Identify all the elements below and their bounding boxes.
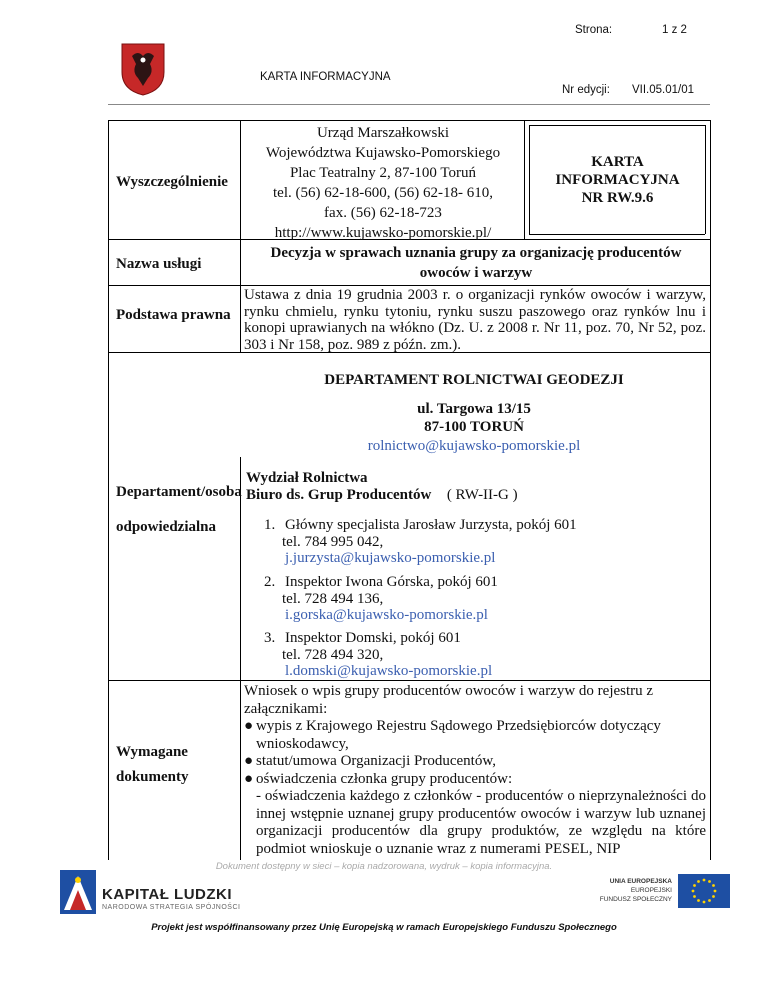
contact-person — [264, 517, 577, 567]
edition-value: VII.05.01/01 — [632, 84, 695, 96]
office-address — [242, 123, 524, 243]
kapital-ludzki-title: KAPITAŁ LUDZKI — [102, 886, 233, 903]
wydzial-name: Wydział Rolnictwa — [246, 470, 368, 486]
service-name: Decyzja w sprawach uznania grupy za organizację producentów owoców i warzyw — [270, 245, 682, 281]
list-number: 3. — [264, 630, 276, 646]
row-label-podstawa-prawna: Podstawa prawna — [116, 307, 231, 323]
office-line: Województwa Kujawsko-Pomorskiego — [265, 145, 501, 161]
eu-line: EUROPEJSKI — [630, 887, 672, 894]
header-divider — [108, 104, 710, 105]
bullet-icon: ● — [244, 718, 254, 734]
office-line: Plac Teatralny 2, 87-100 Toruń — [289, 165, 477, 181]
page-label: Strona: — [575, 24, 613, 36]
person-email-link[interactable]: j.jurzysta@kujawsko-pomorskie.pl — [285, 550, 496, 566]
list-item: ● statut/umowa Organizacji Producentów, — [244, 753, 496, 769]
list-number: 2. — [264, 574, 276, 590]
department-address — [244, 400, 704, 436]
declaration-subitem: - oświadczenia każdego z członków - producentów o nieprzynależności do innej wstępnie uznanej grupy producentów owoców i warzyw lub uznanej organizacji producentów dla grupy produktów, ze względu na które podmiot wnioskuje o uznanie wraz z numerami PESEL, NIP — [256, 788, 706, 857]
office-line: Urząd Marszałkowski — [316, 125, 450, 141]
page-value: 1 z 2 — [662, 24, 687, 36]
person-phone: tel. 728 494 320, — [282, 646, 384, 663]
eu-line: UNIA EUROPEJSKA — [609, 878, 672, 885]
office-line: fax. (56) 62-18-723 — [324, 205, 442, 221]
biuro-name: Biuro ds. Grup Producentów — [246, 487, 432, 503]
coat-of-arms-logo — [120, 42, 166, 96]
address-street: ul. Targowa 13/15 — [417, 401, 531, 417]
list-number: 1. — [264, 517, 276, 533]
row-label-odpowiedzialna: odpowiedzialna — [116, 519, 217, 535]
contact-person — [264, 630, 492, 680]
person-name: Inspektor Iwona Górska, pokój 601 — [285, 574, 498, 590]
edition-label: Nr edycji: — [562, 84, 610, 96]
person-email-link[interactable]: i.gorska@kujawsko-pomorskie.pl — [285, 607, 488, 623]
card-line: NR RW.9.6 — [581, 190, 654, 206]
biuro-line — [246, 487, 518, 504]
person-name: Inspektor Domski, pokój 601 — [285, 630, 461, 646]
bullet-icon: ● — [244, 753, 254, 769]
person-name: Główny specjalista Jarosław Jurzysta, pokój 601 — [285, 517, 577, 533]
legal-basis: Ustawa z dnia 19 grudnia 2003 r. o organizacji rynków owoców i warzyw, rynku chmielu, rynku tytoniu, rynku suszu paszowego oraz rynków lnu i konopi uprawianych na włókno (Dz. U. z 2008 r. Nr 11, poz. 70, Nr 52, poz. 303 i Nr 158, poz. 989 z późn. zm.). — [244, 287, 706, 353]
bullet-icon: ● — [244, 771, 254, 787]
eu-line: FUNDUSZ SPOŁECZNY — [599, 896, 672, 903]
eu-flag-icon — [678, 874, 730, 908]
office-website: http://www.kujawsko-pomorskie.pl/ — [274, 225, 492, 241]
card-line: KARTA — [591, 154, 644, 170]
row-label-dokumenty: dokumenty — [116, 769, 189, 785]
card-line: INFORMACYJNA — [555, 172, 680, 188]
person-phone: tel. 784 995 042, — [282, 533, 384, 550]
office-line: tel. (56) 62-18-600, (56) 62-18- 610, — [273, 185, 493, 201]
row-label-nazwa-uslugi: Nazwa usługi — [116, 256, 202, 272]
row-label-wymagane: Wymagane — [116, 744, 188, 760]
department-name: DEPARTAMENT ROLNICTWAI GEODEZJI — [324, 372, 624, 388]
header-title: KARTA INFORMACYJNA — [260, 71, 391, 83]
address-city: 87-100 TORUŃ — [424, 419, 524, 435]
person-phone: tel. 728 494 136, — [282, 590, 384, 607]
kapital-ludzki-subtitle: NARODOWA STRATEGIA SPÓJNOŚCI — [102, 904, 241, 911]
list-item: ● wypis z Krajowego Rejestru Sądowego Przedsiębiorców dotyczący wnioskodawcy, — [244, 718, 661, 752]
department-email-link[interactable]: rolnictwo@kujawsko-pomorskie.pl — [367, 438, 581, 454]
project-funding-note: Projekt jest współfinansowany przez Unię Europejską w ramach Europejskiego Funduszu Społecznego — [151, 922, 617, 933]
eu-fund-label — [562, 877, 672, 904]
row-label-wyszczegolnienie: Wyszczególnienie — [116, 174, 228, 190]
person-email-link[interactable]: l.domski@kujawsko-pomorskie.pl — [285, 663, 493, 679]
required-docs-intro: Wniosek o wpis grupy producentów owoców i warzyw do rejestru z załącznikami: — [244, 683, 654, 717]
card-number-box — [531, 153, 704, 207]
row-label-departament: Departament/osoba — [116, 484, 242, 500]
document-availability-note: Dokument dostępny w sieci – kopia nadzorowana, wydruk – kopia informacyjna. — [215, 861, 553, 872]
contact-person — [264, 574, 498, 624]
list-item: ● oświadczenia członka grupy producentów: — [244, 771, 513, 787]
biuro-code: ( RW-II-G ) — [446, 487, 518, 503]
kapital-ludzki-logo — [60, 870, 96, 914]
